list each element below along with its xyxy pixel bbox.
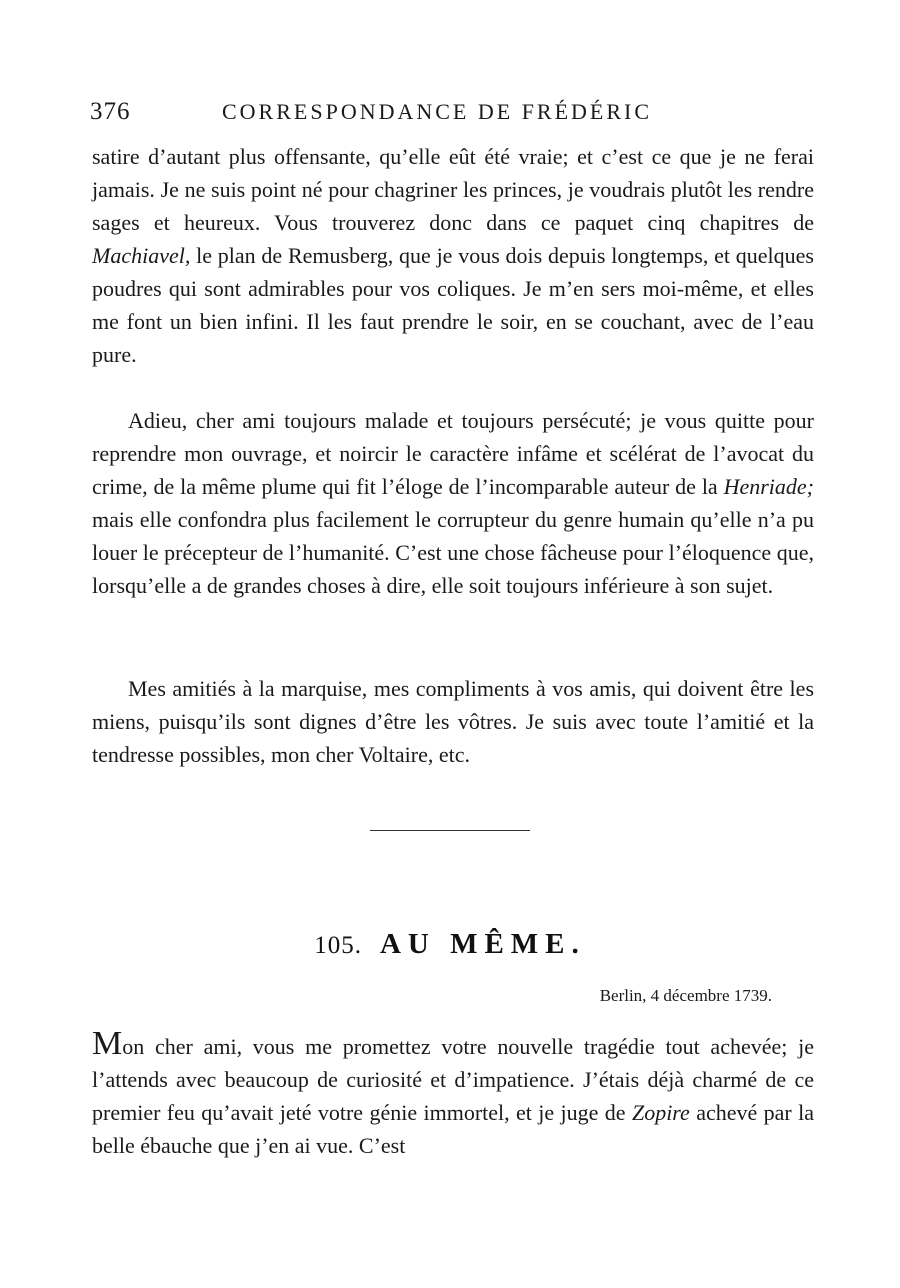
italic-title-zopire: Zopire [631,1100,690,1125]
letter-title: AU MÊME. [379,928,586,960]
paragraph-text: Adieu, cher ami toujours malade et toujours persécuté; je vous quitte pour reprendre mon ouvrage, et noircir le caractère infâme et scélérat de l’avocat du crime, de la même plume qui fit l’éloge de l’incomparable auteur de la [92,408,814,499]
italic-title-machiavel: Machiavel, [92,243,191,268]
letter-heading [0,928,900,961]
letter-dateline: Berlin, 4 décembre 1739. [599,986,772,1005]
paragraph-closing [92,672,814,771]
paragraph-text: Mes amitiés à la marquise, mes compliments à vos amis, qui doivent être les miens, puisqu’ils sont dignes d’être les vôtres. Je suis avec toute l’amitié et la tendresse possibles, mon cher Voltaire, etc. [92,676,814,767]
dropcap-letter: M [92,1025,123,1062]
letter-body [92,1025,814,1162]
paragraph-continuation [92,140,814,371]
page-number: 376 [90,98,131,125]
section-divider [370,830,530,831]
paragraph-text: mais elle confondra plus facilement le corrupteur du genre humain qu’elle n’a pu louer le précepteur de l’humanité. C’est une chose fâcheuse pour l’éloquence que, lorsqu’elle a de grandes choses à dire, elle soit toujours inférieure à son sujet. [92,507,814,598]
paragraph-text: le plan de Remusberg, que je vous dois depuis longtemps, et quelques poudres qui sont admirables pour vos coliques. Je m’en sers moi-même, et elles me font un bien infini. Il les faut prendre le soir, en se couchant, avec de l’eau pure. [92,243,814,367]
paragraph-text: on cher ami, vous me promettez votre nouvelle tragédie tout achevée; je l’attends avec beaucoup de curiosité et d’impatience. J’étais déjà charmé de ce premier feu qu’avait jeté votre génie immortel, et je juge de [92,1034,814,1125]
letter-number: 105. [314,932,362,959]
paragraph-text: achevé par la belle ébauche que j’en ai vue. C’est [92,1100,814,1158]
running-title: CORRESPONDANCE DE FRÉDÉRIC [222,99,653,124]
running-head [90,96,810,136]
paragraph-text: satire d’autant plus offensante, qu’elle eût été vraie; et c’est ce que je ne ferai jamais. Je ne suis point né pour chagriner les princes, je voudrais plutôt les rendre sages et heureux. Vous trouverez donc dans ce paquet cinq chapitres de [92,144,814,235]
paragraph-farewell [92,404,814,602]
italic-title-henriade: Henriade; [723,474,814,499]
